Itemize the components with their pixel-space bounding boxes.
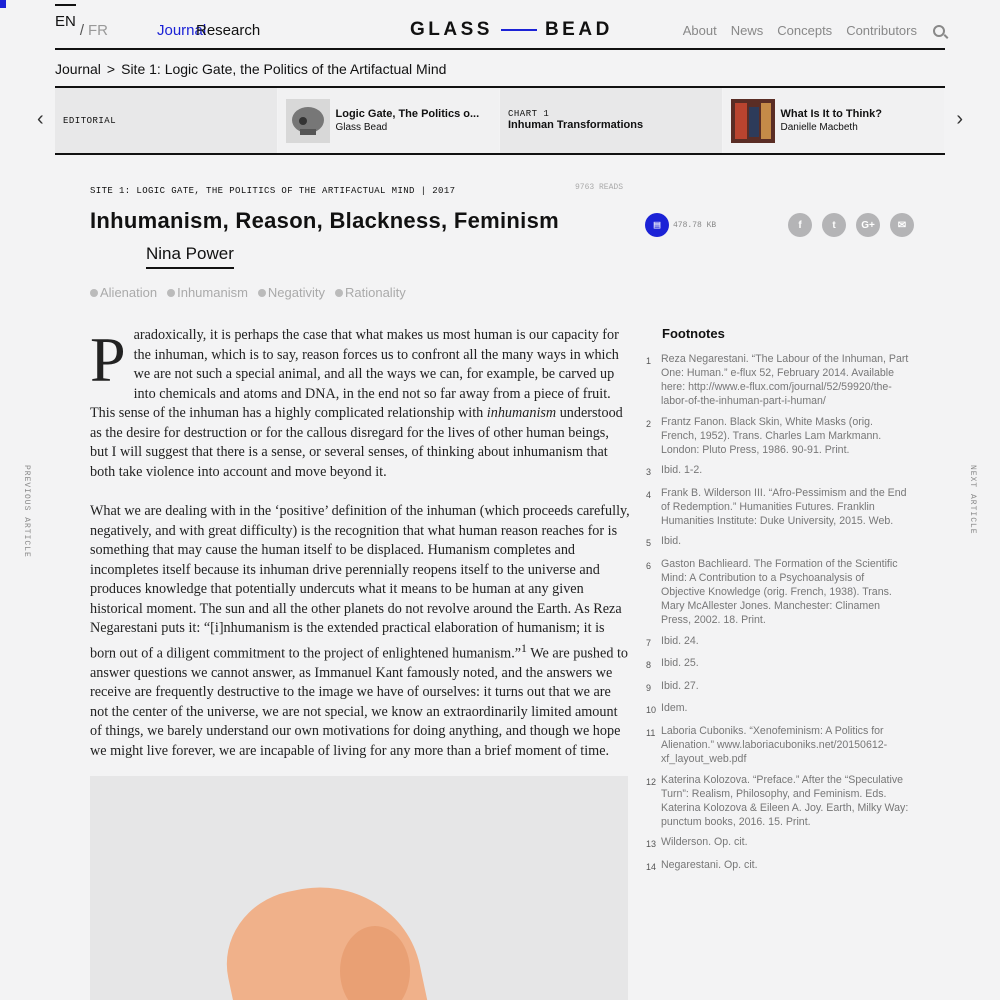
search-icon[interactable] — [933, 25, 945, 37]
drop-cap: P — [90, 324, 126, 395]
footnote-number: 12 — [646, 776, 657, 787]
article-meta: SITE 1: LOGIC GATE, THE POLITICS OF THE ARTIFACTUAL MIND | 2017 — [90, 186, 456, 196]
secondary-nav — [683, 23, 945, 38]
carousel-item-chart[interactable] — [500, 88, 723, 153]
footnote-item — [646, 534, 910, 550]
footnotes-heading: Footnotes — [662, 326, 725, 341]
footnote-number: 1 — [646, 356, 652, 366]
footnote-text: Wilderson. Op. cit. — [661, 836, 748, 849]
pdf-size: 478.78 KB — [673, 220, 717, 230]
skull-thumbnail — [286, 99, 330, 143]
carousel-item-author: Danielle Macbeth — [780, 122, 858, 133]
footnote-number: 11 — [646, 727, 656, 738]
footnote-number: 9 — [646, 682, 652, 693]
related-articles-carousel — [55, 88, 945, 155]
paragraph-text: We are pushed to answer questions we cannot answer, as Immanuel Kant famously noted, and the answers we receive are frequently destructive to the image we have of ourselves: it turns out that we are not the center of the universe, we are not special, we know an extraordinarily limited amount of things, we barely understand our own motivations for doing anything, and though we hope we might live forever, we are incapable of living for any more than a brief moment of time. — [90, 645, 628, 759]
breadcrumb — [55, 51, 945, 88]
footnote-text: Ibid. 25. — [661, 657, 699, 670]
footnote-text: Reza Negarestani. “The Labour of the Inhuman, Part One: Human.” e-flux 52, February 2014. Available here: http://www.e-flux.com/journal/52/59920/the-labor-of-the-inhuman-part-i-human/ — [661, 353, 909, 407]
carousel-item-title: Logic Gate, The Politics o... — [335, 108, 480, 120]
footnote-number: 8 — [646, 660, 652, 671]
chevron-right-icon[interactable]: › — [956, 108, 963, 130]
logo-left: GLASS — [410, 19, 493, 40]
footnote-number: 5 — [646, 538, 652, 549]
nav-journal[interactable]: Journal — [157, 22, 207, 39]
carousel-item-editorial[interactable] — [55, 88, 278, 153]
read-count: 9763 READS — [575, 183, 624, 192]
tag-inhumanism[interactable]: Inhumanism — [167, 285, 248, 300]
site-header — [55, 0, 945, 50]
lang-fr[interactable]: FR — [88, 22, 109, 39]
page-title: Inhumanism, Reason, Blackness, Feminism — [90, 208, 559, 233]
footnote-item — [646, 835, 910, 851]
footnote-number: 14 — [646, 861, 657, 872]
share-buttons — [788, 213, 914, 237]
footnote-number: 3 — [646, 467, 652, 478]
tag-list — [90, 285, 406, 300]
nav-about[interactable]: About — [682, 23, 717, 38]
tag-rationality[interactable]: Rationality — [335, 285, 406, 300]
facebook-icon[interactable]: f — [788, 213, 812, 237]
carousel-item-logic-gate[interactable] — [278, 88, 501, 153]
footnote-item — [646, 858, 910, 874]
footnote-text: Ibid. — [661, 535, 682, 548]
footnote-ref[interactable]: 1 — [521, 640, 527, 655]
footnote-number: 7 — [646, 637, 652, 648]
footnote-item — [646, 656, 910, 672]
logo-right: BEAD — [544, 19, 613, 40]
logo-dash — [501, 29, 537, 31]
pdf-icon[interactable]: ▤ — [645, 213, 669, 237]
paragraph — [90, 326, 630, 482]
nav-news[interactable]: News — [730, 23, 764, 38]
author-link[interactable]: Nina Power — [146, 244, 234, 269]
footnote-item — [646, 463, 910, 479]
carousel-item-title: What Is It to Think? — [780, 108, 882, 120]
footnote-item — [646, 701, 910, 717]
footnote-number: 6 — [646, 560, 652, 571]
footnote-text: Laboria Cuboniks. “Xenofeminism: A Politics for Alienation.” www.laboriacuboniks.net/20150612-xf_layout_web.pdf — [661, 724, 888, 765]
footnote-item — [646, 724, 910, 766]
paragraph-text: understood as the desire for destruction or for the callous disregard for the lives of other human beings, but I will suggest that there is a sense, or several senses, of thinking about inhumanism that both take violence into account and move beyond it. — [90, 405, 623, 480]
footnote-number: 10 — [646, 705, 657, 716]
footnote-number: 4 — [646, 489, 652, 500]
footnotes-list — [646, 352, 910, 880]
footnote-text: Negarestani. Op. cit. — [661, 858, 758, 871]
nav-contributors[interactable]: Contributors — [846, 23, 917, 38]
footnote-text: Idem. — [661, 702, 688, 715]
footnote-text: Ibid. 27. — [661, 679, 699, 692]
footnote-item — [646, 486, 910, 528]
tag-negativity[interactable]: Negativity — [258, 285, 325, 300]
carousel-item-author: Glass Bead — [335, 122, 388, 133]
tag-alienation[interactable]: Alienation — [90, 285, 157, 300]
pdf-download[interactable] — [645, 213, 716, 237]
paragraph — [90, 502, 630, 761]
footnote-text: Katerina Kolozova. “Preface.” After the “Speculative Turn”: Realism, Philosophy, and Feminism. Eds. Katerina Kolozova & Eileen A. Joy. Earth, Milky Way: punctum books, 2016. 15. Print. — [661, 773, 909, 828]
footnote-text: Ibid. 1-2. — [661, 464, 703, 477]
article-image — [90, 776, 628, 1000]
footnote-number: 13 — [646, 839, 657, 850]
email-icon[interactable]: ✉ — [890, 213, 914, 237]
footnote-item — [646, 415, 910, 457]
google-plus-icon[interactable]: G+ — [856, 213, 880, 237]
next-article-link[interactable]: NEXT ARTICLE — [968, 465, 977, 535]
chevron-left-icon[interactable]: ‹ — [37, 108, 44, 130]
footnote-text: Gaston Bachlieard. The Formation of the Scientific Mind: A Contribution to a Psychoanalysis of Objective Knowledge (orig. French, 1938). Trans. Mary McAllester Jones. Manchester: Clinamen Press, 2002. 18. Print. — [661, 557, 898, 626]
twitter-icon[interactable]: t — [822, 213, 846, 237]
previous-article-link[interactable]: PREVIOUS ARTICLE — [22, 465, 31, 558]
painting-thumbnail — [731, 99, 775, 143]
footnote-item — [646, 679, 910, 695]
breadcrumb-separator: > — [106, 61, 116, 77]
reading-progress-bar — [0, 0, 6, 8]
editorial-label: EDITORIAL — [63, 115, 117, 126]
footnote-text: Frantz Fanon. Black Skin, White Masks (orig. French, 1952). Trans. Charles Lam Markmann. London: Pluto Press, 1986. 90-91. Print. — [661, 415, 882, 456]
carousel-item-think[interactable] — [723, 88, 946, 153]
footnote-number: 2 — [646, 418, 652, 429]
breadcrumb-current: Site 1: Logic Gate, the Politics of the Artifactual Mind — [121, 61, 447, 77]
nav-research[interactable]: Research — [196, 22, 261, 39]
language-switcher — [55, 13, 109, 39]
lang-en[interactable]: EN — [55, 4, 76, 30]
nav-concepts[interactable]: Concepts — [777, 23, 833, 38]
footnote-text: Frank B. Wilderson III. “Afro-Pessimism and the End of Redemption.” Humanities Futures. Franklin Humanities Institute: Duke University, 2015. Web. — [661, 486, 907, 527]
lang-separator: / — [79, 22, 85, 39]
footnote-item — [646, 557, 910, 627]
emphasis: inhumanism — [486, 405, 557, 421]
paragraph-text: aradoxically, it is perhaps the case that what makes us most human is our capacity for the inhuman, which is to say, reason forces us to confront all the many ways in which we are not such a special animal, and all the ways we can, for example, be carved up into chemicals and atoms and DNA, in the end not so far away from a piece of fruit. This sense of the inhuman has a highly complicated relationship with — [90, 327, 619, 421]
breadcrumb-journal[interactable]: Journal — [55, 61, 101, 77]
paragraph-text: What we are dealing with in the ‘positive’ definition of the inhuman (which proceeds carefully, negatively, and with great difficulty) is the recognition that what human reason reaches for is something that may cause the human itself to be displaced. Humanism completes and incompletes itself because its inhuman drive perennially reopens itself to the universe and produces knowledge that potentially undercuts what it means to be human at any given historical moment. The sun and all the other planets do not revolve around the Earth. As Reza Negarestani puts it: “[i]nhumanism is the extended practical elaboration of humanism; it is born out of a diligent commitment to the project of enlightened humanism.” — [90, 503, 630, 662]
chart-label: CHART 1 — [508, 109, 550, 119]
carousel-item-title: Inhuman Transformations — [508, 119, 644, 131]
footnote-item — [646, 773, 910, 829]
footnote-text: Ibid. 24. — [661, 634, 699, 647]
site-logo[interactable] — [410, 19, 613, 41]
footnote-item — [646, 634, 910, 650]
footnote-item — [646, 352, 910, 408]
article-body — [90, 326, 630, 781]
